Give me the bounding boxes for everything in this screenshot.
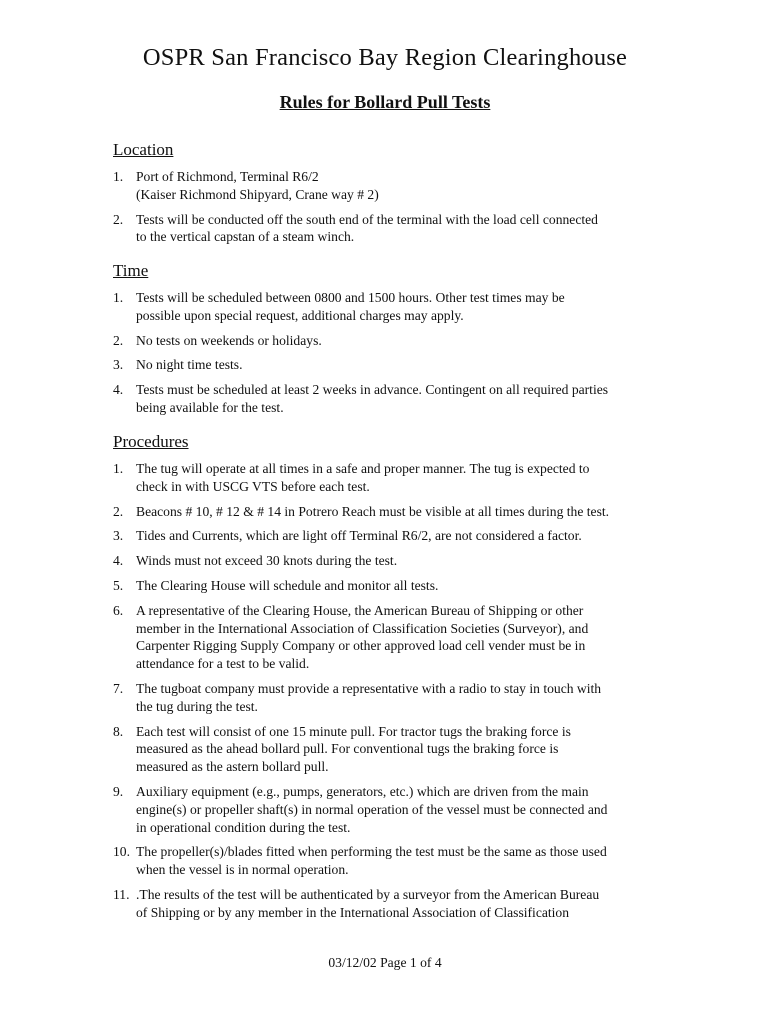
list-item-text-line: The tug will operate at all times in a safe and proper manner. The tug is expected to: [136, 461, 590, 476]
list-item: [113, 783, 663, 836]
list-item-text-line: Winds must not exceed 30 knots during the test.: [136, 553, 398, 569]
list-item-number: 1.: [113, 290, 124, 305]
section-heading-location: Location: [113, 140, 174, 159]
list-item-number: 6.: [113, 602, 124, 618]
list-item-text-line: when the vessel is in normal operation.: [136, 862, 349, 878]
list-item-text-line: No night time tests.: [136, 357, 243, 373]
list-item-text-line: No tests on weekends or holidays.: [136, 332, 322, 348]
section-heading-procedures: Procedures: [113, 432, 189, 451]
list-item-number: 2.: [113, 332, 124, 348]
list-item-text-line: Tests will be conducted off the south end of the terminal with the load cell connected: [136, 211, 598, 227]
list-item: [113, 552, 663, 570]
list-item: [113, 460, 663, 496]
list-item-text-line: Port of Richmond, Terminal R6/2: [136, 169, 319, 184]
list-item-text-line: Each test will consist of one 15 minute pull. For tractor tugs the braking force is: [136, 723, 571, 739]
list-item-number: 3.: [113, 528, 124, 544]
list-item-number: 2.: [113, 503, 124, 519]
list-item-number: 1.: [113, 461, 124, 476]
list-item-number: 9.: [113, 783, 124, 799]
list-item-number: 7.: [113, 680, 124, 696]
section-heading-time: Time: [113, 261, 149, 280]
list-item-text-line: Beacons # 10, # 12 & # 14 in Potrero Reach must be visible at all times during the test.: [136, 503, 610, 519]
list-item-text-line: The tugboat company must provide a representative with a radio to stay in touch with: [136, 680, 602, 696]
list-item-text-line: measured as the ahead bollard pull. For conventional tugs the braking force is: [136, 741, 559, 757]
list-item: [113, 289, 663, 325]
list-item-text-line: the tug during the test.: [136, 698, 258, 714]
list-item: [113, 211, 663, 247]
time-list: [113, 289, 663, 424]
list-item: [113, 332, 663, 350]
list-item-number: 8.: [113, 723, 124, 739]
list-item: [113, 577, 663, 595]
list-item: [113, 680, 663, 716]
list-item-text-line: possible upon special request, additional charges may apply.: [136, 307, 464, 323]
list-item-text-line: engine(s) or propeller shaft(s) in normal operation of the vessel must be connected and: [136, 801, 608, 817]
list-item-text-line: .The results of the test will be authenticated by a surveyor from the American Bureau: [136, 886, 600, 902]
list-item: [113, 602, 663, 673]
list-item: [113, 503, 663, 521]
list-item: [113, 843, 663, 879]
location-list: [113, 168, 663, 253]
list-item-text-line: A representative of the Clearing House, the American Bureau of Shipping or other: [136, 602, 584, 618]
list-item: [113, 886, 663, 922]
page-footer: 03/12/02 Page 1 of 4: [328, 955, 442, 970]
list-item-text-line: of Shipping or by any member in the International Association of Classification: [136, 904, 570, 920]
list-item-text-line: Tests must be scheduled at least 2 weeks in advance. Contingent on all required parties: [136, 382, 609, 398]
list-item-text-line: Tests will be scheduled between 0800 and 1500 hours. Other test times may be: [136, 290, 565, 305]
list-item: [113, 356, 663, 374]
list-item-text-line: Tides and Currents, which are light off Terminal R6/2, are not considered a factor.: [136, 528, 582, 544]
list-item-text-line: The Clearing House will schedule and monitor all tests.: [136, 577, 439, 593]
list-item-number: 10.: [113, 844, 130, 860]
list-item-text-line: being available for the test.: [136, 399, 284, 415]
list-item-number: 2.: [113, 211, 124, 227]
document-title: OSPR San Francisco Bay Region Clearinghouse: [142, 44, 628, 71]
list-item-text-line: check in with USCG VTS before each test.: [136, 478, 370, 494]
list-item-number: 5.: [113, 577, 124, 593]
list-item-number: 1.: [113, 169, 124, 184]
list-item-text-line: attendance for a test to be valid.: [136, 656, 310, 672]
list-item: [113, 723, 663, 776]
list-item-text-line: The propeller(s)/blades fitted when performing the test must be the same as those used: [136, 844, 607, 860]
list-item-text-line: in operational condition during the test.: [136, 819, 351, 835]
list-item-text-line: member in the International Association of Classification Societies (Surveyor), and: [136, 620, 589, 636]
list-item-text-line: measured as the astern bollard pull.: [136, 759, 329, 775]
list-item-number: 4.: [113, 553, 124, 569]
list-item-number: 4.: [113, 382, 124, 398]
list-item-number: 11.: [113, 886, 130, 902]
list-item: [113, 168, 663, 204]
list-item: [113, 527, 663, 545]
procedures-list: [113, 460, 663, 929]
document-subtitle: Rules for Bollard Pull Tests: [279, 92, 491, 112]
list-item-number: 3.: [113, 357, 124, 373]
list-item-text-line: to the vertical capstan of a steam winch.: [136, 229, 355, 245]
list-item-text-line: Auxiliary equipment (e.g., pumps, generators, etc.) which are driven from the main: [136, 783, 589, 799]
list-item: [113, 381, 663, 417]
list-item-text-line: (Kaiser Richmond Shipyard, Crane way # 2): [136, 186, 379, 202]
list-item-text-line: Carpenter Rigging Supply Company or other approved load cell vender must be in: [136, 638, 586, 654]
